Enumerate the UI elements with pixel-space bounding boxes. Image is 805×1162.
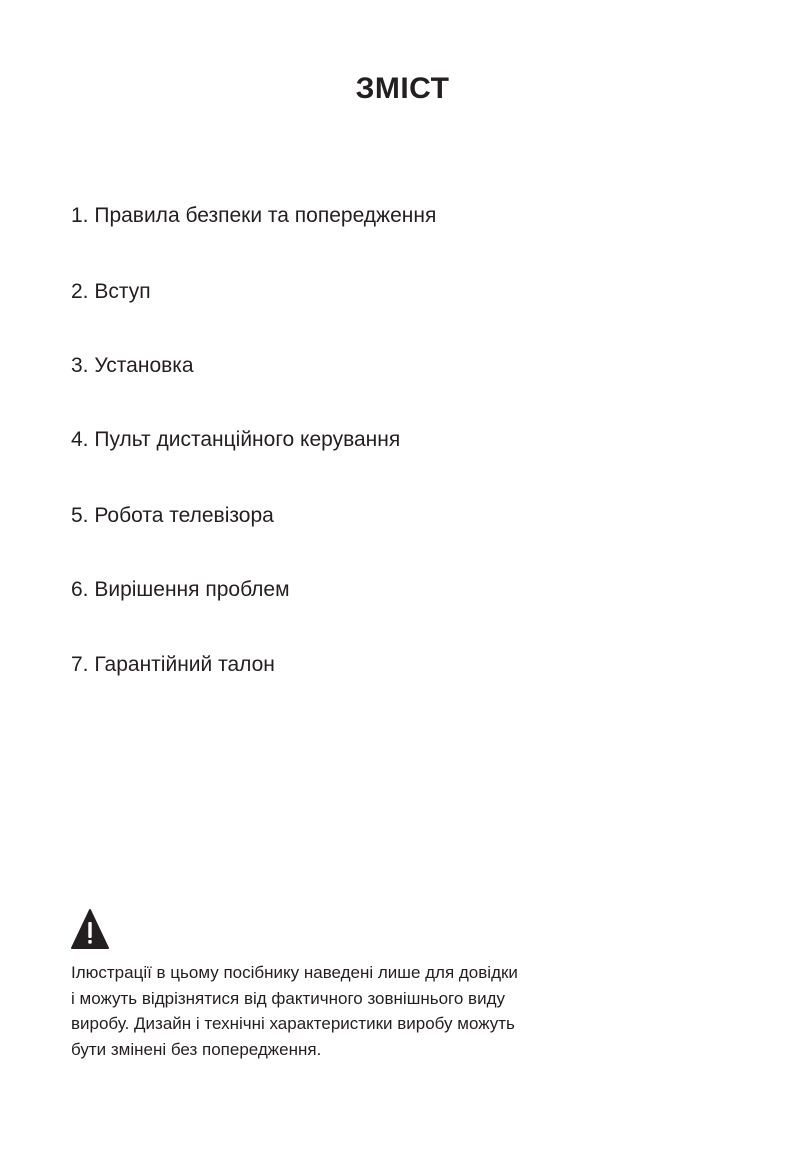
toc-item-safety[interactable]: 1. Правила безпеки та попередження [71, 204, 437, 227]
page-title: ЗМІСТ [355, 72, 450, 105]
disclaimer-line: виробу. Дизайн і технічні характеристики виробу можуть [71, 1014, 515, 1033]
toc-item-introduction[interactable]: 2. Вступ [71, 280, 151, 303]
disclaimer-line: і можуть відрізнятися від фактичного зовнішнього виду [71, 988, 505, 1008]
toc-item-remote-control[interactable]: 4. Пульт дистанційного керування [71, 428, 401, 451]
disclaimer-line: Ілюстрації в цьому посібнику наведені лише для довідки [71, 963, 518, 982]
toc-item-warranty[interactable]: 7. Гарантійний талон [71, 653, 275, 676]
toc-item-troubleshooting[interactable]: 6. Вирішення проблем [71, 578, 290, 601]
toc-item-installation[interactable]: 3. Установка [71, 354, 194, 377]
toc-item-tv-operation[interactable]: 5. Робота телевізора [71, 504, 274, 527]
warning-icon [70, 908, 110, 950]
disclaimer-notice [71, 960, 631, 1062]
disclaimer-line: бути змінені без попередження. [71, 1039, 322, 1059]
